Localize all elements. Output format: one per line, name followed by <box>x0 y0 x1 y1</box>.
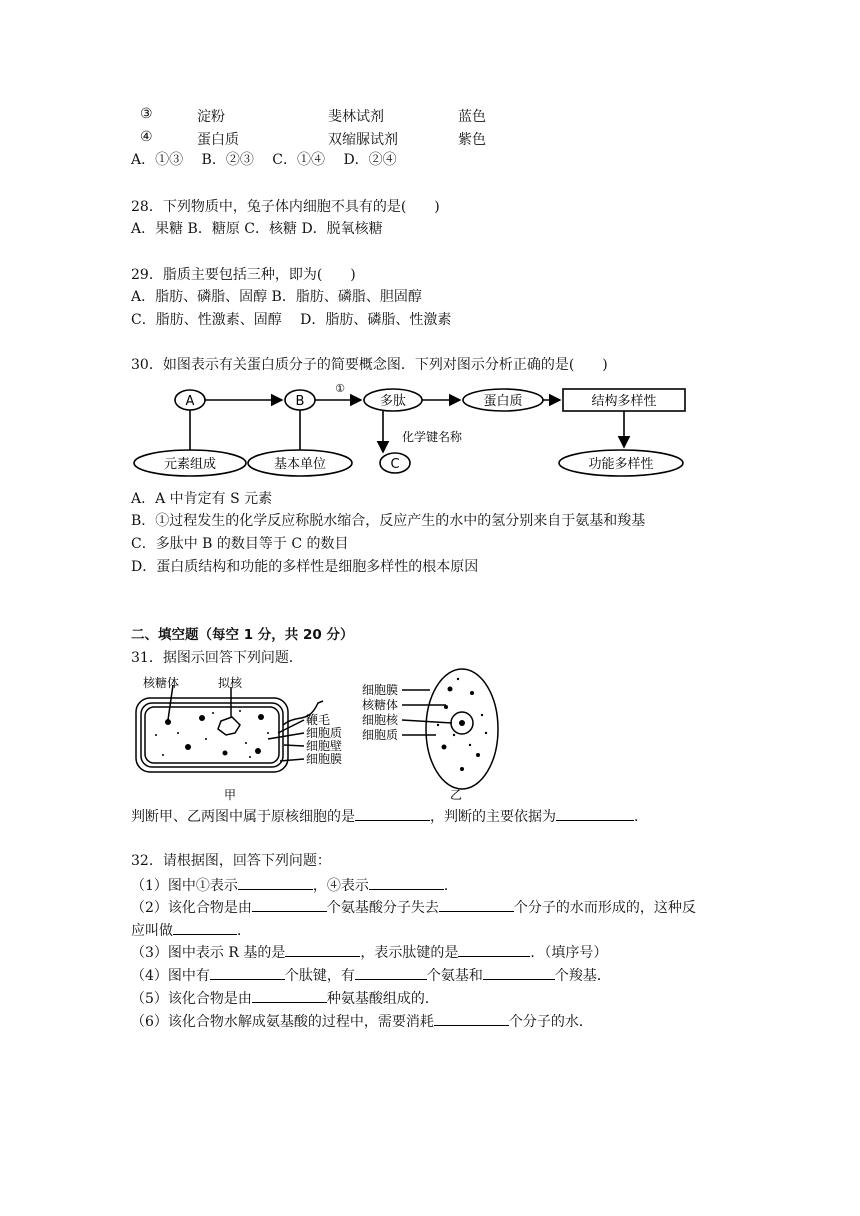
label-cytoplasm: 细胞质 <box>362 728 399 742</box>
label-cell-wall: 细胞壁 <box>306 739 343 753</box>
row-number: ③ <box>140 106 153 122</box>
answer-blank[interactable] <box>458 942 530 957</box>
reagent: 双缩脲试剂 <box>328 132 398 148</box>
section-heading: 二、填空题（每空 1 分，共 20 分） <box>131 627 354 643</box>
diagram-basic-unit: 基本单位 <box>273 457 327 472</box>
answer-blank[interactable] <box>285 942 360 957</box>
color-result: 紫色 <box>458 132 486 148</box>
label-cell-membrane: 细胞膜 <box>306 752 343 766</box>
label-nucleoid: 拟核 <box>218 676 243 690</box>
q29-stem: 29．脂质主要包括三种，即为( ) <box>131 267 356 283</box>
answer-blank[interactable] <box>252 988 327 1003</box>
diagram-protein: 蛋白质 <box>483 394 523 409</box>
q32-stem: 32．请根据图，回答下列问题： <box>131 853 331 869</box>
label-cytoplasm: 细胞质 <box>306 726 343 740</box>
q32-line-1: （1）图中①表示 ，④表示 ． <box>131 875 458 895</box>
q32-line-5: （5）该化合物是由 种氨基酸组成的． <box>131 988 439 1008</box>
q30-option-d: D．蛋白质结构和功能的多样性是细胞多样性的根本原因 <box>131 559 479 575</box>
row-number: ④ <box>140 129 153 145</box>
q27-options: A．①③ B．②③ C．①④ D．②④ <box>131 152 397 168</box>
q30-option-c: C．多肽中 B 的数目等于 C 的数目 <box>131 536 349 552</box>
q32-line-2b: 应叫做 ． <box>131 920 251 940</box>
substance: 淀粉 <box>197 109 225 125</box>
answer-blank[interactable] <box>556 806 634 821</box>
label-flagellum: 鞭毛 <box>306 713 331 727</box>
substance: 蛋白质 <box>197 132 239 148</box>
diagram-node-b: B <box>295 394 305 409</box>
q29-options: C．脂肪、性激素、固醇 D．脂肪、磷脂、性激素 <box>131 312 452 328</box>
q32-line-4: （4）图中有 个肽键，有 个氨基和 个羧基． <box>131 965 611 985</box>
answer-blank[interactable] <box>238 875 313 890</box>
label-cell-membrane: 细胞膜 <box>362 683 399 697</box>
diagram-node-c: C <box>390 457 400 472</box>
figure-caption-yi: 乙 <box>450 788 463 802</box>
q31-answer-line: 判断甲、乙两图中属于原核细胞的是 ，判断的主要依据为 ． <box>131 806 648 826</box>
answer-blank[interactable] <box>252 897 327 912</box>
q32-line-6: （6）该化合物水解成氨基酸的过程中，需要消耗 个分子的水． <box>131 1011 593 1031</box>
q28-stem: 28．下列物质中，兔子体内细胞不具有的是( ) <box>131 199 440 215</box>
color-result: 蓝色 <box>458 109 486 125</box>
eukaryotic-cell-figure <box>362 665 512 805</box>
label-ribosome: 核糖体 <box>143 676 180 690</box>
diagram-structure-diversity: 结构多样性 <box>591 394 657 409</box>
q30-option-a: A．A 中肯定有 S 元素 <box>131 491 273 507</box>
answer-blank[interactable] <box>173 920 237 935</box>
diagram-polypeptide: 多肽 <box>379 394 407 409</box>
q31-stem: 31．据图示回答下列问题． <box>131 650 303 666</box>
q28-options: A．果糖 B．糖原 C．核糖 D．脱氧核糖 <box>131 221 383 237</box>
diagram-elements: 元素组成 <box>163 457 217 472</box>
diagram-node-a: A <box>185 394 195 409</box>
q29-options: A．脂肪、磷脂、固醇 B．脂肪、磷脂、胆固醇 <box>131 289 422 305</box>
protein-concept-diagram <box>128 378 708 483</box>
reagent: 斐林试剂 <box>328 109 384 125</box>
diagram-arrow-label: ① <box>335 382 345 395</box>
q32-line-3: （3）图中表示 R 基的是 ，表示肽键的是 ．（填序号） <box>131 942 607 962</box>
label-ribosome: 核糖体 <box>362 698 399 712</box>
q30-option-b: B．①过程发生的化学反应称脱水缩合，反应产生的水中的氢分别来自于氨基和羧基 <box>131 513 646 529</box>
answer-blank[interactable] <box>369 875 444 890</box>
diagram-bond-name: 化学键名称 <box>401 430 463 444</box>
q32-line-2: （2）该化合物是由 个氨基酸分子失去 个分子的水而形成的，这种反 <box>131 897 696 917</box>
diagram-function-diversity: 功能多样性 <box>588 457 654 472</box>
q30-stem: 30．如图表示有关蛋白质分子的简要概念图．下列对图示分析正确的是( ) <box>131 357 608 373</box>
label-nucleus: 细胞核 <box>362 713 399 727</box>
figure-caption-jia: 甲 <box>224 788 237 802</box>
answer-blank[interactable] <box>483 965 555 980</box>
prokaryotic-cell-figure <box>128 673 378 803</box>
answer-blank[interactable] <box>355 965 427 980</box>
answer-blank[interactable] <box>434 1011 509 1026</box>
answer-blank[interactable] <box>355 806 430 821</box>
answer-blank[interactable] <box>210 965 285 980</box>
answer-blank[interactable] <box>439 897 514 912</box>
